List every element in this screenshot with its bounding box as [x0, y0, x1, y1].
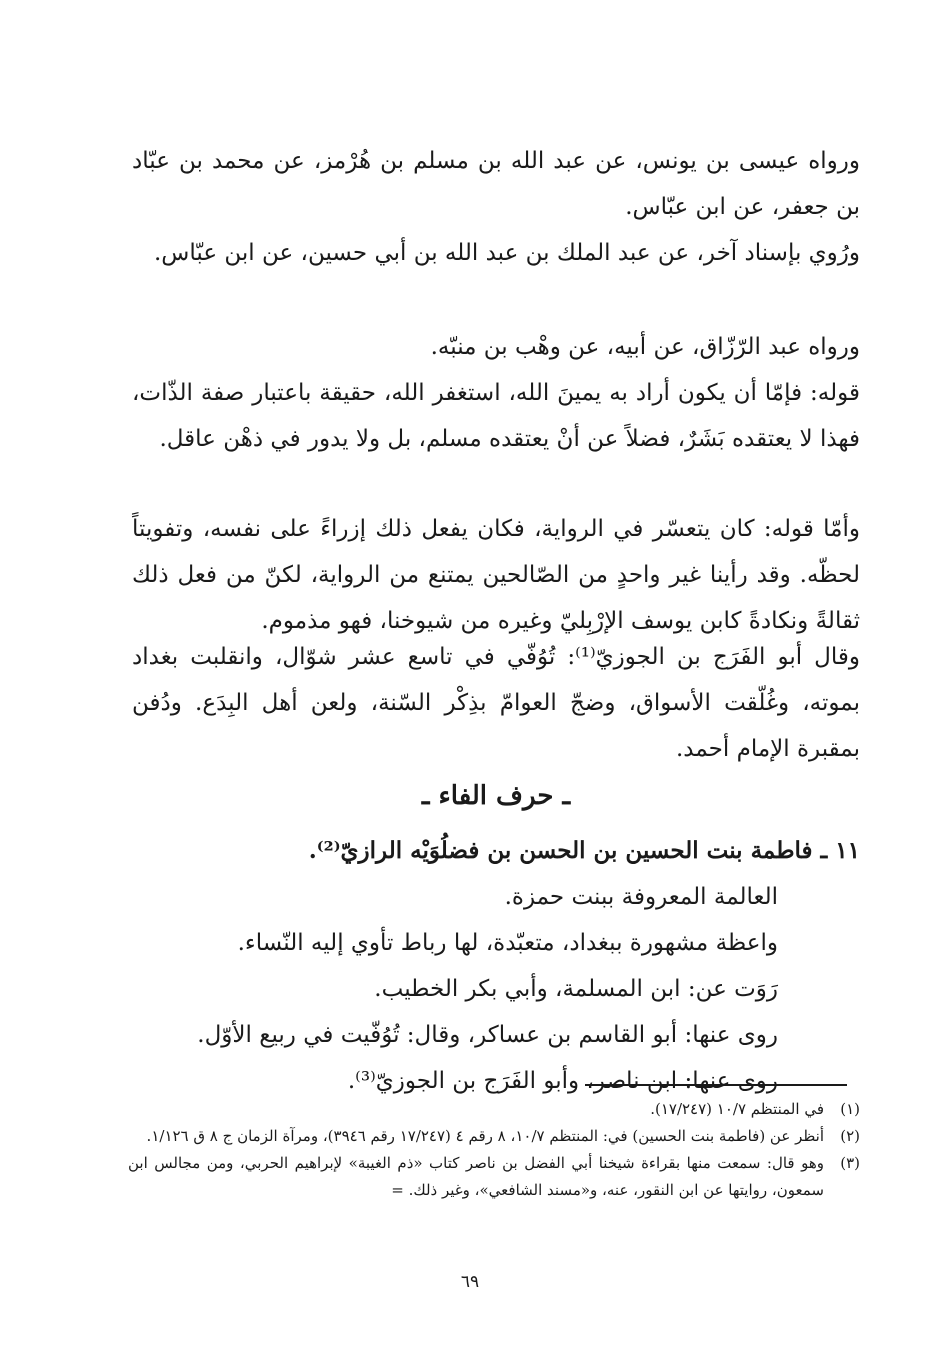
paragraph-ibn-al-jawzi: وقال أبو الفَرَج بن الجوزيّ⁽¹⁾: تُوُفّي في تاسع عشر شوّال، وانقلبت بغداد بموته، وغُلّقت الأسواق، وضجّ العوامّ بذِكْر السّنة، ولعن أهل البِدَع. ودُفن بمقبرة الإمام أحمد. — [132, 644, 860, 762]
page-number: ٦٩ — [460, 1272, 480, 1292]
paragraph-commentary: قوله: فإمّا أن يكون أراد به يمينَ الله، استغفر الله، حقيقة باعتبار صفة الذّات، فهذا لا يعتقده بَشَرٌ، فضلاً عن أنْ يعتقده مسلم، بل ولا يدور في ذهْن عاقل. — [132, 380, 860, 452]
entry-line: روى عنها: أبو القاسم بن عساكر، وقال: تُوُفّيت في ربيع الأوّل. — [197, 1022, 778, 1048]
entry-line: العالمة المعروفة ببنت حمزة. — [504, 884, 778, 910]
footnote-number: (٢) — [840, 1127, 860, 1145]
section-heading: ـ حرف الفاء ـ — [421, 781, 571, 811]
footnote-number: (٣) — [840, 1154, 860, 1172]
paragraph-abd-al-razzaq: ورواه عبد الرّزّاق، عن أبيه، عن وهْب بن منبّه. — [430, 334, 860, 360]
footnote-divider — [585, 1084, 847, 1086]
footnote-text: في المنتظم ١٠/٧ (١٧/٢٤٧). — [650, 1100, 824, 1118]
entry-line: واعظة مشهورة ببغداد، متعبّدة، لها رباط تأوي إليه النّساء. — [237, 930, 778, 956]
footnote-text: وهو قال: سمعت منها بقراءة شيخنا أبي الفضل بن ناصر كتاب «ذم الغيبة» لإبراهيم الحربي، ومن مجالس ابن سمعون، روايتها عن ابن النقور، عنه، و«مسند الشافعي»، وغير ذلك. = — [128, 1154, 824, 1199]
paragraph-other-isnad: ورُوي بإسناد آخر، عن عبد الملك بن عبد الله بن أبي حسين، عن ابن عبّاس. — [154, 240, 860, 266]
paragraph-narration-difficulty: وأمّا قوله: كان يتعسّر في الرواية، فكان يفعل ذلك إزراءً على نفسه، وتفويتاً لحظّه. وقد رأينا غير واحدٍ من الصّالحين يمتنع من الرواية، لكنّ من فعل ذلك ثقالةً ونكادةً كابن يوسف الإرْبِليّ وغيره من شيوخنا، فهو مذموم. — [132, 516, 860, 634]
entry-heading: ١١ ـ فاطمة بنت الحسين بن الحسن بن فضلُوَيْه الرازيّ⁽²⁾. — [308, 837, 860, 864]
footnote-number: (١) — [840, 1100, 860, 1118]
footnote — [128, 1123, 860, 1150]
footnote-text: أنظر عن (فاطمة بنت الحسين) في: المنتظم ١٠/٧، ٨ رقم ٤ (١٧/٢٤٧ رقم ٣٩٤٦)، ومرآة الزمان ج ٨ ق ١/١٢٦. — [146, 1127, 824, 1145]
entry-line: رَوَت عن: ابن المسلمة، وأبي بكر الخطيب. — [374, 976, 778, 1002]
footnote — [128, 1150, 860, 1204]
paragraph-isa-ibn-yunus: ورواه عيسى بن يونس، عن عبد الله بن مسلم بن هُرْمز، عن محمد بن عبّاد بن جعفر، عن ابن عبّاس. — [132, 148, 860, 220]
footnote — [128, 1096, 860, 1123]
footnotes — [128, 1096, 860, 1204]
entry-line: روى عنها: ابن ناصر، وأبو الفَرَج بن الجوزيّ⁽³⁾. — [347, 1068, 778, 1094]
biography-entry — [132, 830, 860, 1106]
